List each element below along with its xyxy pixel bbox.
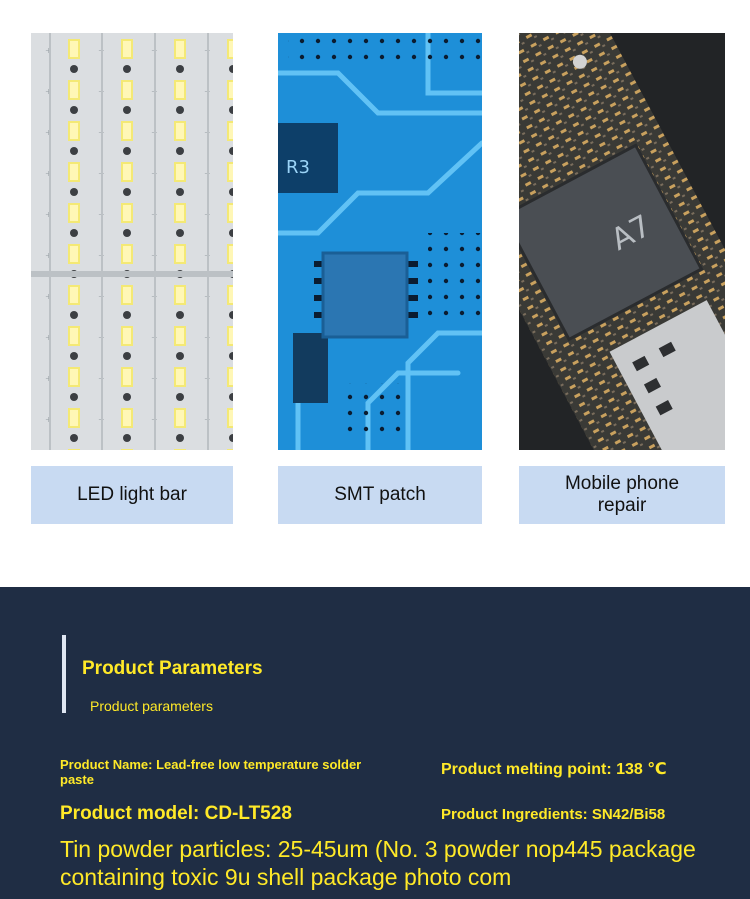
section-accent-bar: [62, 635, 66, 713]
param-product-name: Product Name: Lead-free low temperature solder paste: [60, 757, 362, 787]
blue-pcb-photo: [278, 33, 482, 450]
product-parameters-section: [0, 587, 750, 899]
chip-marking: A7: [605, 208, 657, 258]
application-caption: LED light bar: [31, 466, 233, 524]
param-model: Product model: CD-LT528: [60, 803, 292, 824]
application-caption: Mobile phone repair: [519, 466, 725, 524]
section-title: Product Parameters: [82, 658, 263, 679]
application-caption: SMT patch: [278, 466, 482, 524]
param-tin-powder: Tin powder particles: 25-45um (No. 3 powder nop445 package containing toxic 9u shell package photo com: [60, 836, 696, 890]
phone-logic-board-photo: [519, 33, 725, 450]
led-strip-photo: [31, 33, 233, 450]
param-ingredients: Product Ingredients: SN42/Bi58: [441, 806, 666, 823]
param-melting-point: Product melting point: 138 ℃: [441, 761, 667, 778]
section-subtitle: Product parameters: [90, 698, 213, 714]
svg-text:R3: R3: [286, 157, 310, 178]
